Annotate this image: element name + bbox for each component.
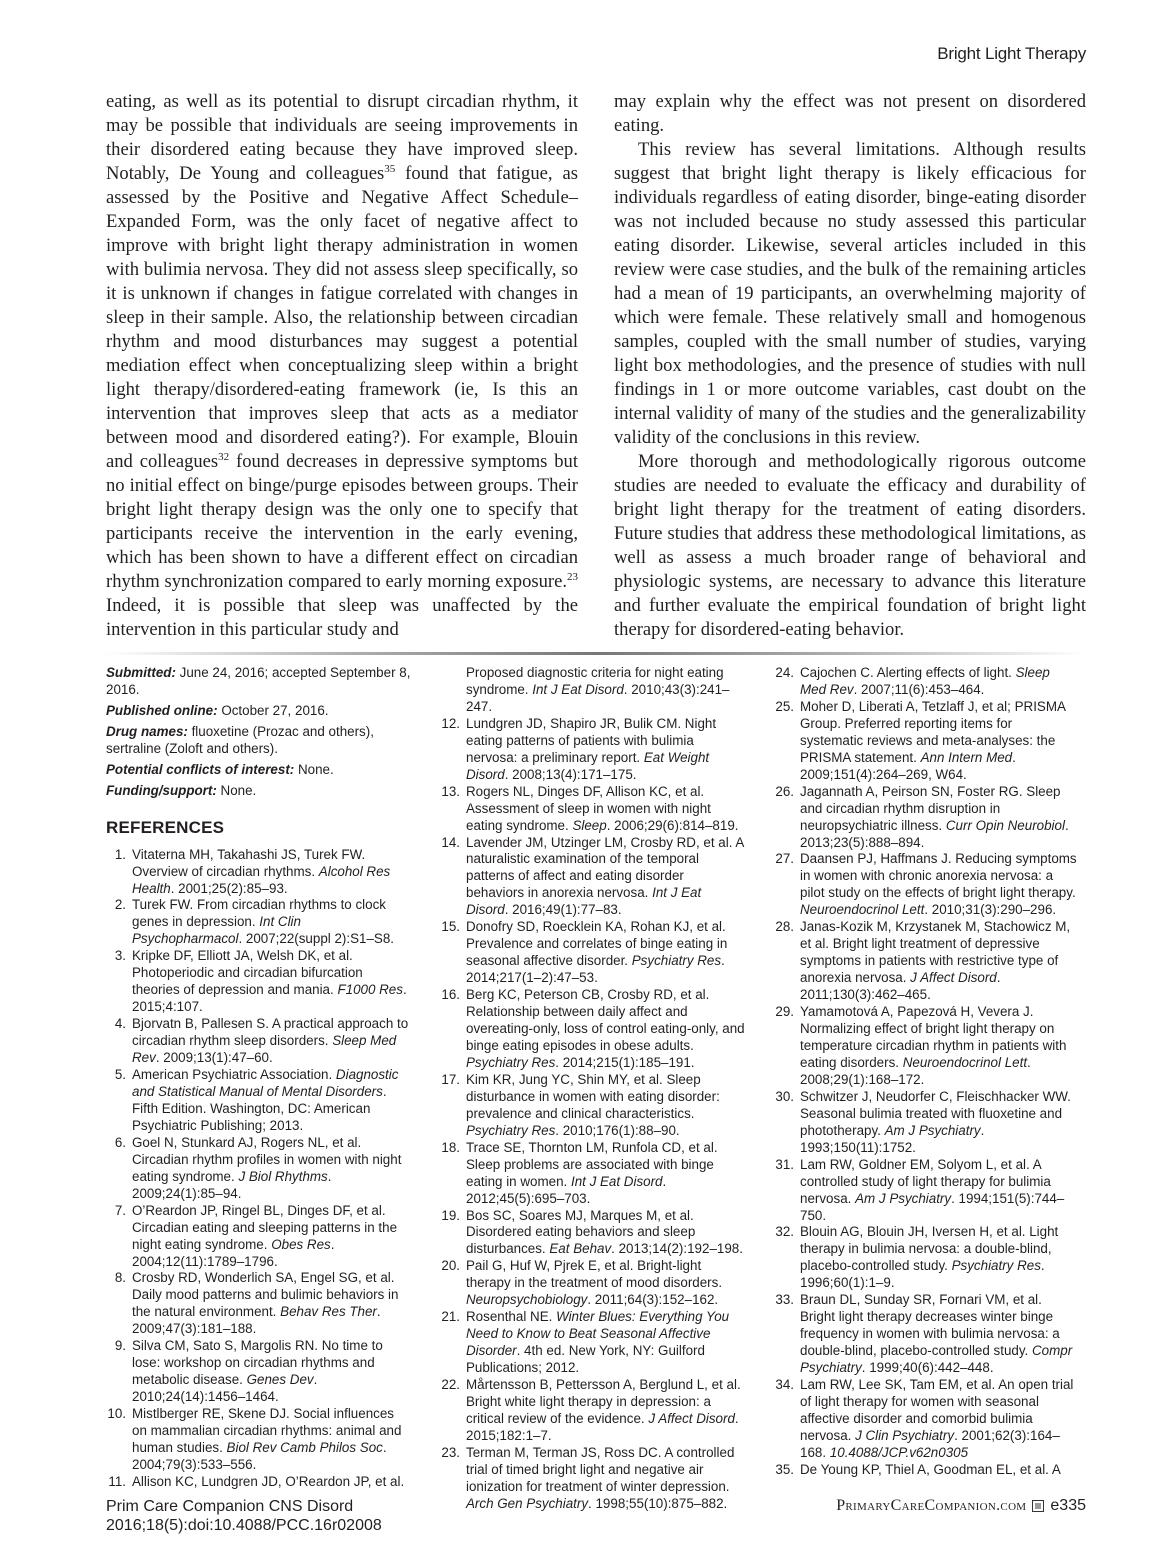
reference-text: Donofry SD, Roecklein KA, Rohan KJ, et al. Prevalence and correlates of binge eating in seasonal affective disorder. (466, 919, 728, 969)
reference-number: 3. (114, 948, 126, 964)
reference-item (440, 1072, 745, 1140)
reference-number: 15. (441, 919, 460, 935)
reference-text: . 2010;24(14):1456–1464. (132, 1372, 318, 1405)
reference-text: . 2009;13(1):47–60. (155, 1050, 273, 1066)
reference-number: 5. (114, 1067, 126, 1083)
metadata-item (106, 703, 411, 720)
metadata-item (106, 724, 411, 758)
reference-text: Proposed diagnostic criteria for night eating syndrome. (466, 665, 724, 697)
reference-item (440, 1140, 745, 1208)
reference-item (106, 948, 411, 1016)
reference-item (106, 1067, 411, 1135)
square-bullet-icon (1032, 1500, 1044, 1512)
reference-text: O’Reardon JP, Ringel BL, Dinges DF, et al. Circadian eating and sleeping patterns in the night eating syndrome. (132, 1202, 398, 1252)
reference-text: . 2001;25(2):85–93. (170, 880, 288, 896)
reference-item (106, 1474, 411, 1491)
reference-text: Mårtensson B, Pettersson A, Berglund L, et al. Bright white light therapy in depression: a critical review of the evidence. (466, 1377, 741, 1426)
reference-number: 4. (114, 1016, 126, 1032)
reference-text: . 1993;150(11):1752. (800, 1122, 985, 1155)
reference-journal-title: 10.4088/JCP.v62n0305 (829, 1444, 969, 1460)
reference-text: . 2013;23(5):888–894. (800, 817, 1069, 850)
reference-journal-title: Compr Psychiatry (800, 1343, 1073, 1376)
reference-journal-title: Winter Blues: Everything You Need to Know to Beat Seasonal Affective Disorder (466, 1309, 730, 1359)
reference-journal-title: Alcohol Res Health (132, 863, 391, 896)
back-matter-column-1 (106, 665, 411, 1491)
reference-text: Crosby RD, Wonderlich SA, Engel SG, et al. Daily mood patterns and bulimic behaviors in the natural environment. (132, 1270, 399, 1320)
reference-list-column-2 (440, 665, 745, 1513)
reference-item (440, 1445, 745, 1513)
metadata-label: Submitted: (106, 665, 176, 680)
reference-journal-title: Eat Weight Disord (466, 749, 710, 782)
reference-number: 25. (775, 698, 794, 714)
reference-text: Lam RW, Goldner EM, Solyom L, et al. A controlled study of light therapy for bulimia nervosa. (800, 1156, 1051, 1206)
reference-item (440, 1258, 745, 1309)
reference-journal-title: Obes Res (271, 1236, 331, 1252)
reference-number: 17. (441, 1071, 460, 1087)
reference-text: . 1998;55(10):875–882. (588, 1495, 728, 1511)
reference-item (774, 851, 1079, 919)
reference-number: 13. (441, 783, 460, 799)
reference-text: Goel N, Stunkard AJ, Rogers NL, et al. Circadian rhythm profiles in women with night eating syndrome. (132, 1134, 402, 1184)
reference-journal-title: Diagnostic and Statistical Manual of Mental Disorders (132, 1067, 399, 1099)
reference-text: Terman M, Terman JS, Ross DC. A controlled trial of timed bright light and negative air ionization for treatment of winter depression. (466, 1444, 735, 1494)
body-paragraph (106, 90, 578, 642)
reference-text: . 2015;182:1–7. (466, 1410, 739, 1443)
reference-text: . 2006;29(6):814–819. (606, 817, 739, 833)
references-heading: REFERENCES (106, 817, 225, 837)
reference-text: Kim KR, Jung YC, Shin MY, et al. Sleep disturbance in women with eating disorder: prevalence and clinical characteristics. (466, 1071, 720, 1121)
reference-text: Rosenthal NE. (466, 1309, 557, 1325)
journal-citation (106, 1497, 382, 1535)
reference-journal-title: Ann Intern Med (920, 749, 1013, 765)
reference-item (440, 1309, 745, 1377)
reference-journal-title: Sleep (572, 817, 607, 833)
reference-text: . 2009;47(3):181–188. (132, 1304, 381, 1337)
reference-text: . 1996;60(1):1–9. (800, 1258, 1045, 1291)
reference-number: 18. (441, 1139, 460, 1155)
metadata-label: Drug names: (106, 723, 188, 739)
reference-text: . 1994;151(5):744–750. (800, 1190, 1065, 1223)
metadata-item (106, 783, 411, 800)
body-paragraph (614, 450, 1086, 642)
reference-text: Rogers NL, Dinges DF, Allison KC, et al. Assessment of sleep in women with night eating syndrome. (466, 783, 711, 833)
reference-text: Bos SC, Soares MJ, Marques M, et al. Disordered eating behaviors and sleep disturbances. (466, 1207, 696, 1257)
reference-journal-title: Genes Dev (246, 1372, 314, 1388)
paragraph-text: found that fatigue, as assessed by the Positive and Negative Affect Schedule–Expanded Form, was the only facet of negative affect to improve with bright light therapy administration in women with bulimia nervosa. They did not assess sleep specifically, so it is unknown if changes in fatigue correlated with changes in sleep in their sample. Also, the relationship between circadian rhythm and mood disturbances may suggest a potential mediation effect when conceptualizing sleep within a bright light therapy/disordered-eating framework (ie, Is this an intervention that improves sleep that acts as a mediator between mood and disordered eating?). For example, Blouin and colleagues (106, 163, 578, 472)
journal-name: Prim Care Companion CNS Disord (106, 1498, 354, 1515)
reference-number: 24. (775, 665, 794, 680)
reference-text: . 2009;151(4):264–269, W64. (800, 749, 1016, 782)
reference-text: Pail G, Huf W, Pjrek E, et al. Bright-light therapy in the treatment of mood disorders. (466, 1258, 723, 1291)
paragraph-text: may explain why the effect was not present on disordered eating. (614, 91, 1086, 136)
reference-text: Blouin AG, Blouin JH, Iversen H, et al. Light therapy in bulimia nervosa: a double-blind, placebo-controlled study. (800, 1224, 1059, 1274)
article-metadata (106, 665, 411, 800)
body-paragraph (614, 138, 1086, 450)
reference-text: Turek FW. From circadian rhythms to clock genes in depression. (132, 897, 386, 930)
reference-text: . 2012;45(5):695–703. (466, 1173, 667, 1206)
metadata-item (106, 762, 411, 779)
reference-number: 21. (441, 1309, 460, 1325)
reference-text: . 2009;24(1):85–94. (132, 1168, 332, 1201)
reference-journal-title: F1000 Res (337, 982, 403, 998)
reference-number: 20. (441, 1258, 460, 1274)
reference-item (106, 897, 411, 948)
reference-number: 16. (441, 987, 460, 1003)
reference-number: 34. (775, 1377, 794, 1393)
metadata-value: None. (216, 782, 257, 798)
article-body (106, 90, 1086, 642)
reference-text: . 2008;29(1):168–172. (800, 1054, 1031, 1087)
reference-journal-title: Psychiatry Res (466, 1122, 556, 1138)
reference-item (106, 1203, 411, 1271)
reference-number: 10. (107, 1406, 126, 1422)
reference-text: . 1999;40(6):442–448. (861, 1360, 994, 1376)
reference-number: 6. (114, 1134, 126, 1150)
metadata-label: Funding/support: (106, 782, 217, 798)
reference-text: Mistlberger RE, Skene DJ. Social influences on mammalian circadian rhythms: animal and human studies. (132, 1406, 402, 1455)
paragraph-text: Indeed, it is possible that sleep was unaffected by the intervention in this particular study and (106, 595, 578, 640)
reference-text: . Fifth Edition. Washington, DC: American Psychiatric Publishing; 2013. (132, 1083, 387, 1133)
reference-item (774, 1224, 1079, 1292)
reference-item (440, 716, 745, 784)
reference-text: . 2004;12(11):1789–1796. (132, 1236, 335, 1269)
reference-journal-title: Neuroendocrinol Lett (902, 1054, 1028, 1070)
reference-text: Lam RW, Lee SK, Tam EM, et al. An open trial of light therapy for women with seasonal affective disorder and comorbid bulimia nervosa. (800, 1377, 1074, 1443)
reference-item (440, 919, 745, 987)
reference-text: Jagannath A, Peirson SN, Foster RG. Sleep and circadian rhythm disruption in neuropsychiatric illness. (800, 783, 1061, 833)
reference-text: . 2010;176(1):88–90. (555, 1122, 680, 1138)
reference-journal-title: Int J Eat Disord (466, 885, 702, 918)
page-footer-right (836, 1497, 1086, 1515)
reference-text: . 2010;43(3):241–247. (466, 681, 730, 714)
body-column-left (106, 90, 578, 642)
reference-journal-title: J Biol Rhythms (238, 1168, 328, 1184)
reference-item (774, 1157, 1079, 1225)
website-link[interactable]: PrimaryCareCompanion.com (836, 1497, 1027, 1514)
reference-text: . 2011;130(3):462–465. (800, 970, 1001, 1003)
metadata-label: Potential conflicts of interest: (106, 761, 295, 777)
reference-text: Yamamotová A, Papezová H, Vevera J. Normalizing effect of bright light therapy on temperature circadian rhythm in patients with eating disorders. (800, 1004, 1067, 1070)
reference-text: Vitaterna MH, Takahashi JS, Turek FW. Overview of circadian rhythms. (132, 846, 366, 879)
reference-text: Daansen PJ, Haffmans J. Reducing symptoms in women with chronic anorexia nervosa: a pilot study on the effects of bright light therapy. (800, 851, 1077, 901)
metadata-label: Published online: (106, 702, 218, 718)
reference-number: 7. (114, 1202, 126, 1218)
reference-number: 9. (114, 1338, 126, 1354)
reference-journal-title: Neuropsychobiology (466, 1292, 588, 1308)
section-divider (104, 652, 1088, 655)
reference-number: 8. (114, 1270, 126, 1286)
reference-number: 31. (775, 1156, 794, 1172)
reference-item (440, 665, 745, 716)
body-column-right (614, 90, 1086, 642)
reference-item (774, 1089, 1079, 1157)
reference-item (106, 1270, 411, 1338)
paragraph-text: found decreases in depressive symptoms but no initial effect on binge/purge episodes between groups. Their bright light therapy design was the only one to specify that participants receive the intervention in the early evening, which has been shown to have a different effect on circadian rhythm synchronization compared to early morning exposure. (106, 451, 579, 592)
reference-item (774, 1462, 1079, 1479)
reference-number: 11. (108, 1473, 126, 1489)
reference-text: Allison KC, Lundgren JD, O’Reardon JP, et al. (132, 1473, 405, 1489)
reference-item (106, 847, 411, 898)
reference-number: 32. (775, 1224, 794, 1240)
reference-text: Janas-Kozik M, Krzystanek M, Stachowicz M, et al. Bright light treatment of depressive symptoms in patients with restrictive type of anorexia nervosa. (800, 919, 1071, 986)
reference-journal-title: Eat Behav (549, 1241, 612, 1257)
reference-item (774, 1377, 1079, 1462)
citation-superscript: 32 (218, 451, 230, 463)
reference-item (440, 987, 745, 1072)
reference-text: Bjorvatn B, Pallesen S. A practical approach to circadian rhythm sleep disorders. (132, 1016, 409, 1049)
paragraph-text: More thorough and methodologically rigorous outcome studies are needed to evaluate the efficacy and durability of bright light therapy for the treatment of eating disorders. Future studies that address these methodological limitations, as well as assess a much broader range of behavioral and physiologic systems, are necessary to advance this literature and further evaluate the empirical foundation of bright light therapy for disordered-eating behavior. (614, 451, 1086, 640)
reference-text: Schwitzer J, Neudorfer C, Fleischhacker WW. Seasonal bulimia treated with fluoxetine and phototherapy. (800, 1088, 1071, 1138)
reference-number: 27. (775, 851, 794, 867)
running-head: Bright Light Therapy (937, 44, 1086, 63)
reference-item (774, 1004, 1079, 1089)
reference-text: Lavender JM, Utzinger LM, Crosby RD, et al. A naturalistic examination of the temporal patterns of affect and eating disorder behaviors in anorexia nervosa. (466, 834, 744, 901)
reference-text: Braun DL, Sunday SR, Fornari VM, et al. Bright light therapy decreases winter binge frequency in women with bulimia nervosa: a double-blind, placebo-controlled study. (800, 1292, 1060, 1359)
reference-number: 12. (441, 715, 460, 731)
reference-item (106, 1016, 411, 1067)
metadata-value: June 24, 2016; accepted September 8, 2016. (106, 665, 411, 697)
reference-list-column-3 (774, 665, 1079, 1479)
reference-journal-title: Psychiatry Res (631, 953, 722, 969)
reference-text: . 4th ed. New York, NY: Guilford Publications; 2012. (466, 1343, 705, 1376)
reference-item (774, 699, 1079, 784)
reference-text: . 2007;22(suppl 2):S1–S8. (238, 931, 395, 947)
reference-text: . 2013;14(2):192–198. (611, 1241, 743, 1257)
reference-text: . 2015;4:107. (132, 982, 407, 1015)
reference-number: 19. (441, 1207, 460, 1223)
reference-number: 29. (775, 1004, 794, 1020)
reference-text: . 2007;11(6):453–464. (853, 681, 985, 697)
reference-journal-title: Psychiatry Res (951, 1258, 1041, 1274)
reference-number: 35. (775, 1461, 794, 1477)
reference-item (440, 835, 745, 920)
reference-text: Lundgren JD, Shapiro JR, Bulik CM. Night eating patterns of patients with bulimia nervosa: a preliminary report. (466, 715, 717, 765)
reference-journal-title: Am J Psychiatry (884, 1122, 981, 1138)
page-number: e335 (1050, 1497, 1086, 1514)
reference-journal-title: Biol Rev Camb Philos Soc (226, 1439, 383, 1455)
reference-journal-title: Arch Gen Psychiatry (466, 1495, 589, 1511)
reference-number: 33. (775, 1292, 794, 1308)
reference-item (774, 919, 1079, 1004)
reference-journal-title: Psychiatry Res (466, 1054, 556, 1070)
reference-item (440, 1208, 745, 1259)
paragraph-text: This review has several limitations. Although results suggest that bright light therapy is likely efficacious for individuals regardless of eating disorder, binge-eating disorder was not included because no study assessed this particular eating disorder. Likewise, several articles included in this review were case studies, and the bulk of the remaining articles had a mean of 19 participants, an overwhelming majority of which were female. These relatively small and homogenous samples, coupled with the small number of studies, varying light box methodologies, and the presence of studies with null findings in 1 or more outcome variables, cast doubt on the internal validity of many of the studies and the generalizability validity of the conclusions in this review. (614, 139, 1086, 448)
metadata-value: None. (294, 761, 334, 777)
body-paragraph (614, 90, 1086, 138)
reference-text: Moher D, Liberati A, Tetzlaff J, et al; PRISMA Group. Preferred reporting items for systematic reviews and meta-analyses: the PRISMA statement. (800, 698, 1066, 765)
reference-text: Kripke DF, Elliott JA, Welsh DK, et al. Photoperiodic and circadian bifurcation theories of depression and mania. (132, 948, 363, 998)
reference-text: . 2014;215(1):185–191. (555, 1054, 695, 1070)
reference-text: . 2010;31(3):290–296. (924, 902, 1057, 918)
metadata-value: fluoxetine (Prozac and others), sertraline (Zoloft and others). (106, 723, 374, 756)
reference-text: American Psychiatric Association. (132, 1067, 336, 1083)
reference-item (106, 1406, 411, 1474)
reference-text: . 2014;217(1–2):47–53. (466, 953, 725, 986)
reference-item (774, 1292, 1079, 1377)
reference-list-column-1 (106, 847, 411, 1491)
citation-superscript: 23 (567, 571, 578, 583)
reference-journal-title: Sleep Med Rev (800, 665, 1050, 697)
reference-number: 22. (441, 1377, 460, 1393)
reference-journal-title: Int Clin Psychopharmacol (132, 914, 301, 947)
reference-item (106, 1338, 411, 1406)
reference-text: . 2004;79(3):533–556. (132, 1439, 387, 1472)
reference-journal-title: J Clin Psychiatry (855, 1427, 955, 1443)
reference-text: . 2008;13(4):171–175. (504, 766, 637, 782)
metadata-value: October 27, 2016. (217, 702, 329, 718)
reference-text: . 2011;64(3):152–162. (587, 1292, 719, 1308)
reference-number: 1. (114, 846, 126, 862)
reference-journal-title: J Affect Disord (910, 970, 997, 986)
metadata-item (106, 665, 411, 699)
reference-journal-title: Curr Opin Neurobiol (945, 817, 1065, 833)
reference-journal-title: Int J Eat Disord (532, 681, 624, 697)
paragraph-text: eating, as well as its potential to disrupt circadian rhythm, it may be possible that individuals are seeing improvements in their disordered eating because they have improved sleep. Notably, De Young and colleagues (106, 91, 578, 184)
reference-item (106, 1135, 411, 1203)
reference-item (774, 784, 1079, 852)
reference-journal-title: J Affect Disord (648, 1410, 735, 1426)
reference-journal-title: Int J Eat Disord (570, 1173, 663, 1189)
reference-text: Cajochen C. Alerting effects of light. (800, 665, 1016, 680)
reference-journal-title: Neuroendocrinol Lett (800, 902, 925, 918)
reference-number: 14. (441, 834, 460, 850)
reference-text: . 2016;49(1):77–83. (504, 902, 622, 918)
reference-text: Trace SE, Thornton LM, Runfola CD, et al. Sleep problems are associated with binge eating in women. (466, 1139, 718, 1189)
citation-superscript: 35 (384, 163, 396, 175)
reference-number: 2. (114, 897, 126, 913)
journal-doi: 2016;18(5):doi:10.4088/PCC.16r02008 (106, 1517, 382, 1534)
reference-journal-title: Sleep Med Rev (132, 1033, 397, 1066)
reference-journal-title: Am J Psychiatry (855, 1190, 952, 1206)
reference-number: 28. (775, 919, 794, 935)
reference-item (440, 784, 745, 835)
reference-item (440, 1377, 745, 1445)
reference-number: 26. (775, 783, 794, 799)
reference-text: Berg KC, Peterson CB, Crosby RD, et al. Relationship between daily affect and overeating-only, loss of control eating-only, and binge eating episodes in obese adults. (466, 987, 745, 1053)
reference-number: 30. (775, 1088, 794, 1104)
reference-text: . 2001;62(3):164–168. (800, 1427, 1060, 1460)
reference-item (774, 665, 1079, 699)
reference-number: 23. (441, 1444, 460, 1460)
reference-text: Silva CM, Sato S, Margolis RN. No time to lose: workshop on circadian rhythms and metabolic disease. (132, 1338, 383, 1388)
reference-journal-title: Behav Res Ther (280, 1304, 377, 1320)
reference-text: De Young KP, Thiel A, Goodman EL, et al. A (800, 1461, 1061, 1477)
